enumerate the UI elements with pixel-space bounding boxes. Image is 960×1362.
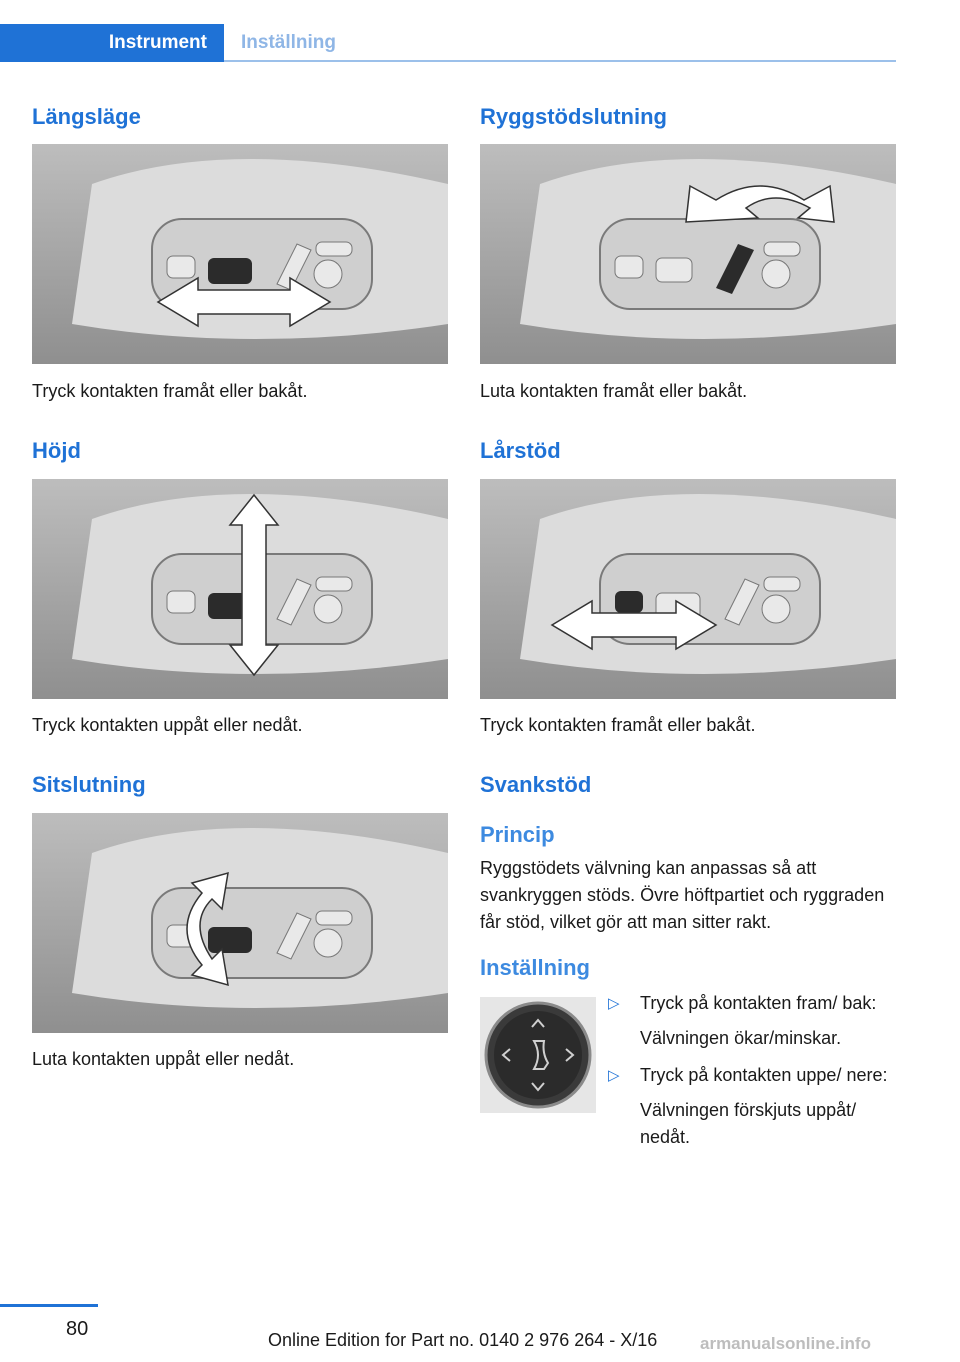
heading-hojd: Höjd [32,438,81,463]
image-ryggstodslutning [480,144,896,364]
heading-sitslutning: Sitslutning [32,772,146,797]
page-header [0,0,960,64]
heading-princip: Princip [480,822,555,847]
image-larstod [480,479,896,699]
tab-installning[interactable]: Inställning [241,32,336,53]
image-sitslutning [32,813,448,1033]
heading-larstod: Lårstöd [480,438,561,463]
heading-installning: Inställning [480,955,590,980]
footer-divider [0,1304,98,1307]
list-item: ▷ Tryck på kontakten uppe/ nere: Välvningen förskjuts uppåt/ nedåt. [608,1062,908,1151]
triangle-bullet-icon: ▷ [608,995,620,1012]
triangle-bullet-icon: ▷ [608,1067,620,1084]
instruction-list [608,990,908,1151]
heading-svankstod: Svankstöd [480,772,592,797]
caption-ryggstodslutning: Luta kontakten framåt eller bakåt. [480,381,748,401]
footer-edition: Online Edition for Part no. 0140 2 976 264 - X/16 [268,1330,658,1350]
tab-instrument[interactable]: Instrument [0,24,224,62]
heading-ryggstodslutning: Ryggstödslutning [480,104,667,129]
header-divider [224,60,896,62]
image-langslage [32,144,448,364]
watermark: armanualsonline.info [700,1334,871,1353]
image-lumbar-knob [480,997,596,1113]
heading-langslage: Längsläge [32,104,141,129]
text-princip: Ryggstödets välvning kan anpassas så att svankryggen stöds. Övre höftpartiet och ryggraden får stöd, vilket gör att man sitter rakt. [480,858,885,932]
caption-hojd: Tryck kontakten uppåt eller nedåt. [32,715,303,735]
image-hojd [32,479,448,699]
caption-langslage: Tryck kontakten framåt eller bakåt. [32,381,308,401]
caption-sitslutning: Luta kontakten uppåt eller nedåt. [32,1049,295,1069]
list-item: ▷ Tryck på kontakten fram/ bak: Välvningen ökar/minskar. [608,990,908,1052]
page-number: 80 [66,1318,89,1340]
caption-larstod: Tryck kontakten framåt eller bakåt. [480,715,756,735]
